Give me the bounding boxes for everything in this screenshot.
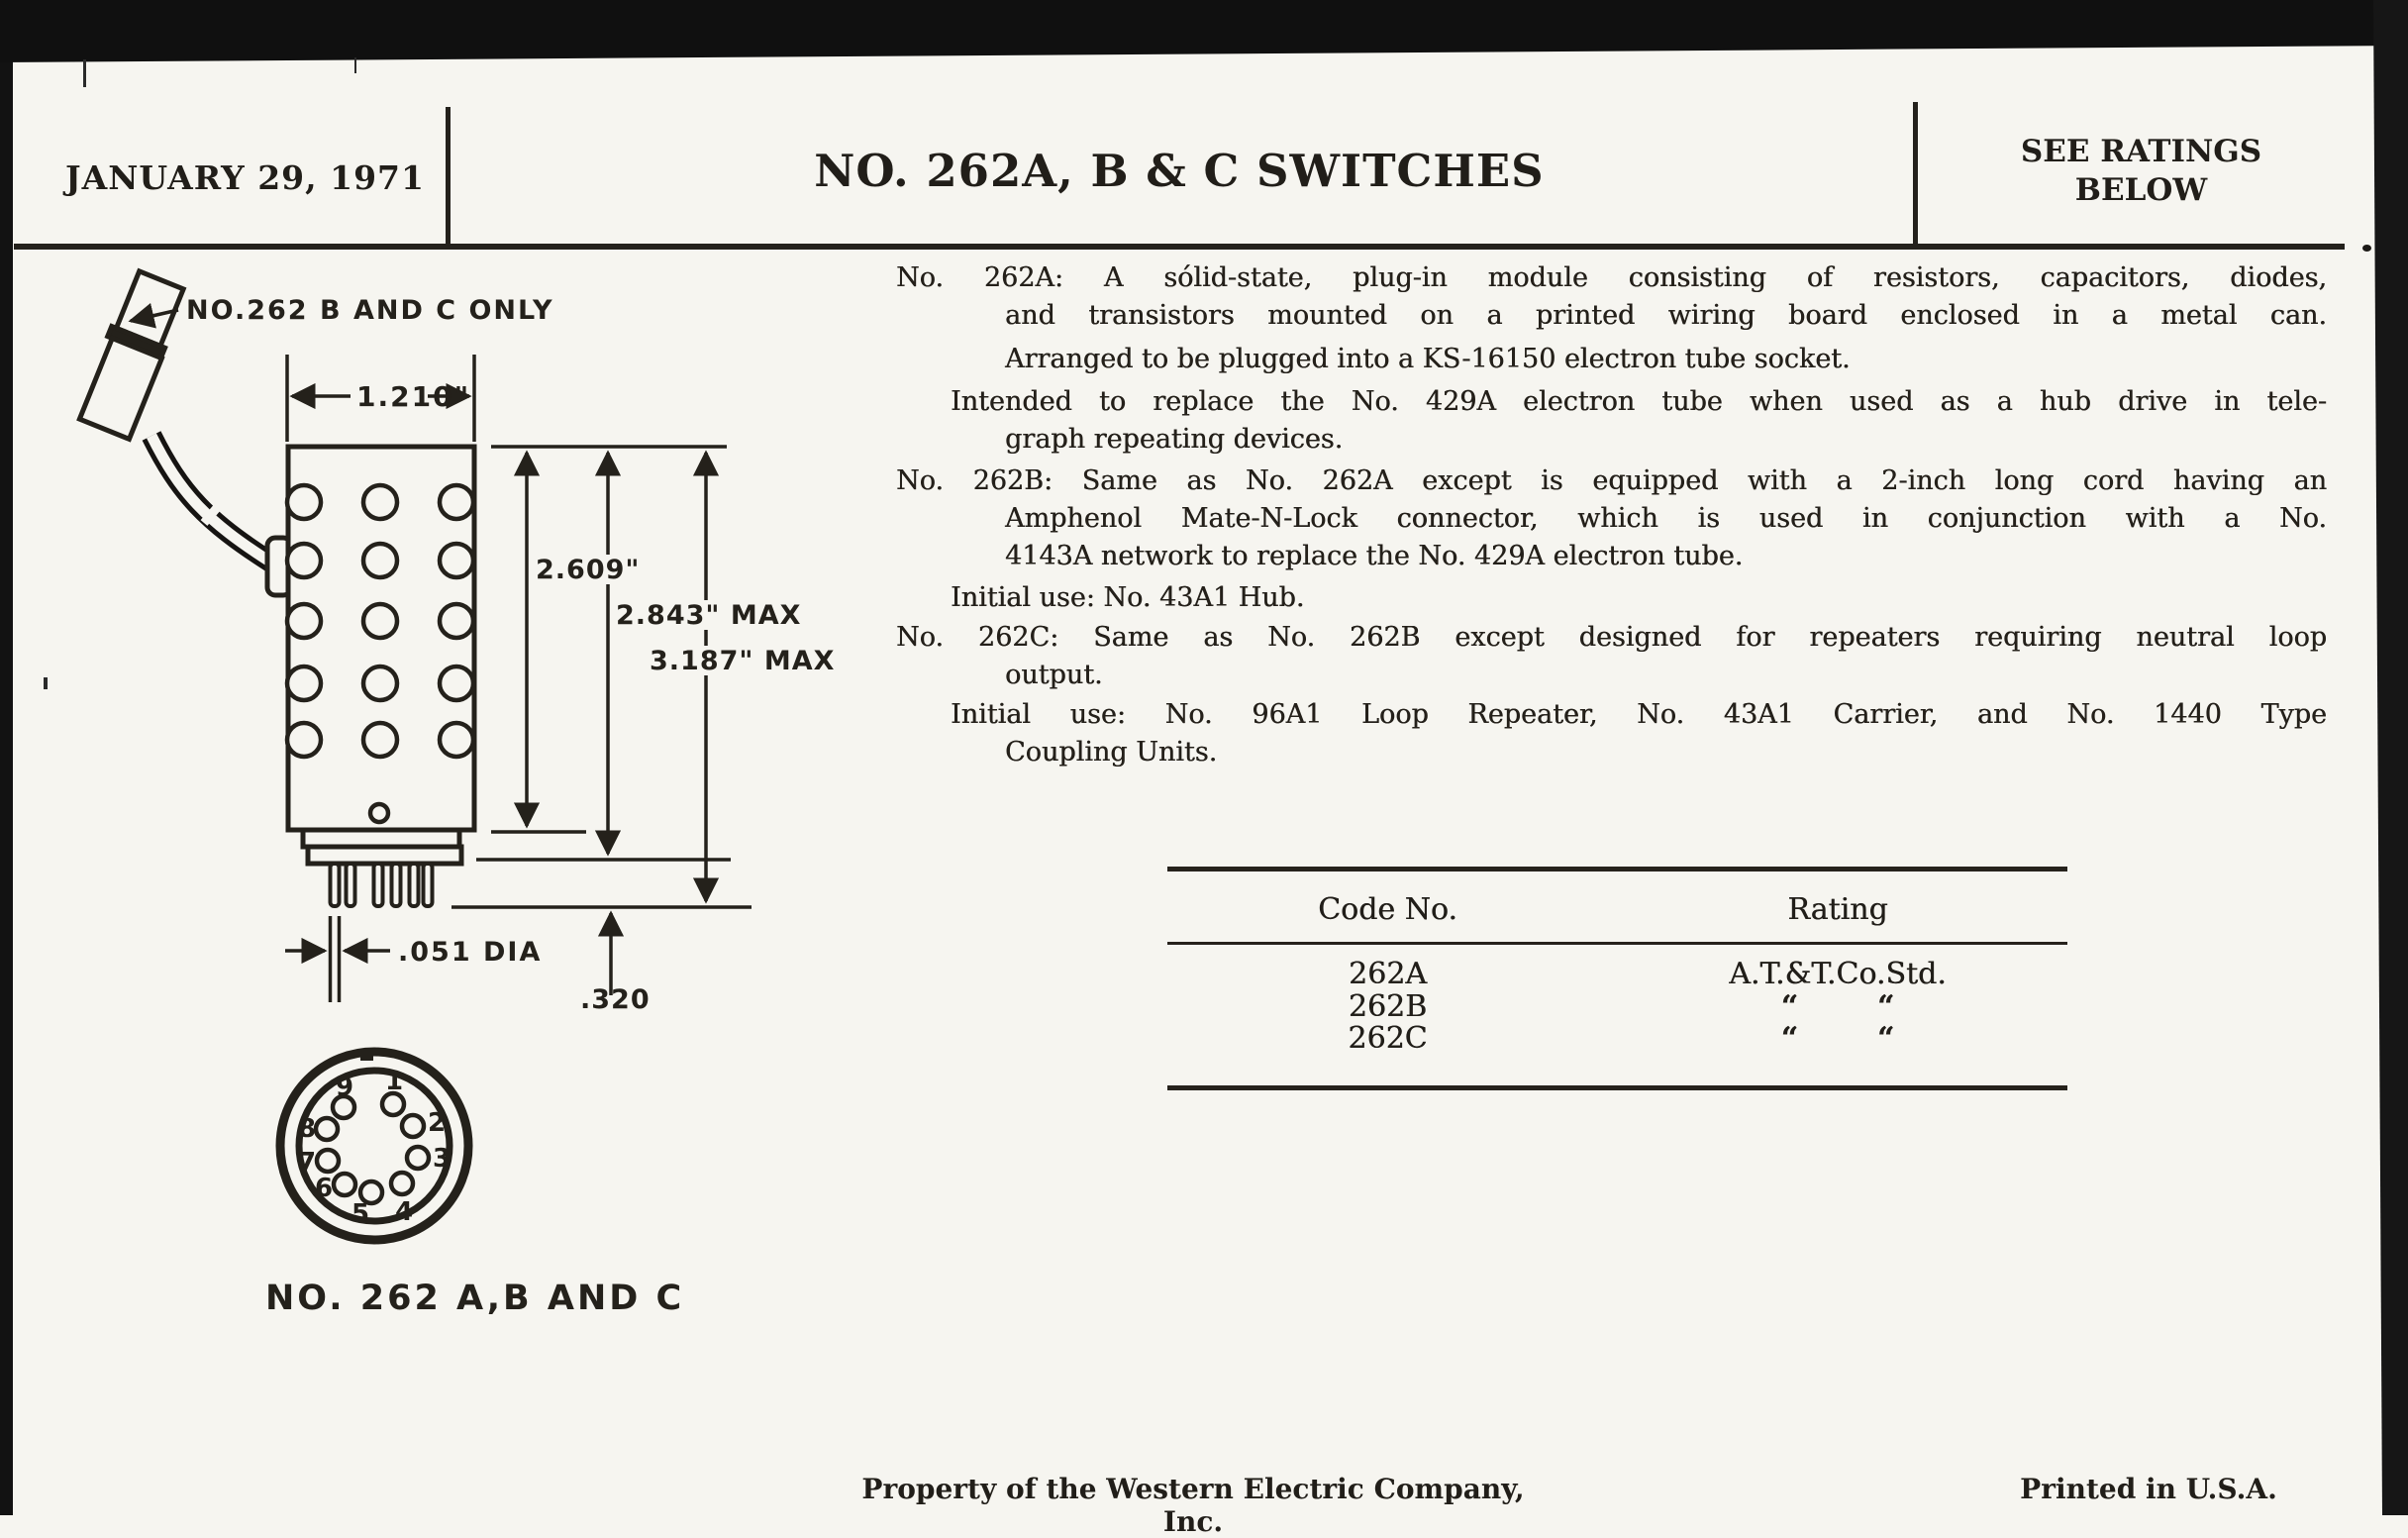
ditto-mark: “: [1780, 1021, 1798, 1056]
scan-artifact: [354, 57, 356, 73]
property-notice: Property of the Western Electric Company, Inc.: [861, 1473, 1525, 1538]
code-cell: 262A: [1349, 957, 1427, 991]
ratings-note-line1: SEE RATINGS: [2020, 134, 2262, 169]
rating-cell: [1608, 1022, 2067, 1055]
spec-line: Initial use: No. 43A1 Hub.: [951, 582, 1305, 613]
ratings-note: [1916, 133, 2366, 210]
scan-artifact: [44, 677, 48, 689]
pin-length-label: .320: [580, 984, 651, 1015]
spec-line: No. 262B: Same as No. 262A except is equipped with a 2-inch long cord having an: [896, 465, 2327, 496]
spec-line: graph repeating devices.: [1005, 424, 1344, 455]
spec-line: Amphenol Mate-N-Lock connector, which is used in conjunction with a No.: [1005, 503, 2327, 534]
pin-number: 5: [351, 1199, 370, 1229]
document-date: JANUARY 29, 1971: [65, 158, 425, 197]
spec-line: Intended to replace the No. 429A electron tube when used as a hub drive in tele-: [951, 386, 2327, 417]
scan-right-border: [2368, 0, 2408, 1515]
page-title: NO. 262A, B & C SWITCHES: [814, 145, 1545, 197]
table-top-border: [1167, 867, 2067, 872]
pin-number: 8: [297, 1114, 317, 1144]
module-pins: [331, 864, 433, 906]
pin-number: 9: [335, 1073, 354, 1102]
ditto-mark: “: [1877, 989, 1895, 1024]
pin-number: 4: [394, 1197, 414, 1227]
table-row: [1167, 1022, 2067, 1055]
height-dim-label-1: 2.609": [536, 555, 641, 585]
ditto-mark: “: [1780, 989, 1798, 1024]
pin-number: 3: [432, 1144, 452, 1174]
pin-diameter-dimension: [285, 916, 390, 1002]
rating-cell: [1608, 990, 2067, 1023]
pin-number: 1: [384, 1067, 404, 1096]
spec-line: Coupling Units.: [1005, 737, 1218, 768]
scan-top-border: [0, 0, 2408, 63]
module-outline-drawing: [287, 447, 474, 906]
dimension-diagram: [20, 257, 852, 1367]
table-bottom-border: [1167, 1085, 2067, 1090]
height-dim-label-3: 3.187" MAX: [650, 646, 836, 676]
column-header-code: Code No.: [1318, 892, 1457, 927]
rating-cell: A.T.&T.Co.Std.: [1729, 957, 1947, 991]
pin-number: 7: [297, 1148, 317, 1178]
spec-line: No. 262A: A sólid-state, plug-in module consisting of resistors, capacitors, diodes,: [896, 262, 2327, 293]
pin-number: 6: [314, 1174, 334, 1203]
diagram-caption: NO. 262 A,B AND C: [265, 1279, 685, 1318]
ditto-mark: “: [1877, 1021, 1895, 1056]
spec-line: No. 262C: Same as No. 262B except designed for repeaters requiring neutral loop: [896, 622, 2327, 653]
connector-note-label: NO.262 B AND C ONLY: [186, 295, 554, 326]
table-header-rule: [1167, 942, 2067, 945]
spec-line: output.: [1005, 660, 1103, 690]
spec-line: Initial use: No. 96A1 Loop Repeater, No. 43A1 Carrier, and No. 1440 Type: [951, 699, 2327, 730]
table-row: [1167, 990, 2067, 1023]
plug-body: [79, 339, 161, 440]
ratings-note-line2: BELOW: [2074, 172, 2208, 208]
pin-layout-circle: [280, 1050, 468, 1240]
spec-line: 4143A network to replace the No. 429A electron tube.: [1005, 541, 1744, 571]
code-cell: 262C: [1348, 1021, 1428, 1056]
scan-dot: [2362, 245, 2371, 252]
header-rule: [14, 244, 2345, 250]
pin-number: 2: [427, 1108, 447, 1138]
header-divider-right: [1913, 102, 1918, 244]
pin-diameter-label: .051 DIA: [398, 937, 543, 968]
spec-text-column: [896, 259, 2327, 771]
printed-notice: Printed in U.S.A.: [2020, 1473, 2277, 1505]
height-dim-label-2: 2.843" MAX: [616, 600, 802, 631]
height-dimensions: [452, 447, 752, 995]
table-header-row: [1167, 892, 2067, 927]
spec-line: Arranged to be plugged into a KS-16150 electron tube socket.: [1005, 344, 1851, 374]
ratings-table: [1167, 867, 2067, 1096]
header-divider-left: [446, 107, 451, 244]
scan-artifact: [83, 59, 86, 87]
width-dimension-label: 1.210": [356, 380, 471, 413]
spec-line: and transistors mounted on a printed wiring board enclosed in a metal can.: [1005, 300, 2327, 331]
column-header-rating: Rating: [1787, 892, 1888, 927]
code-cell: 262B: [1348, 989, 1428, 1024]
scan-left-border: [0, 0, 13, 1515]
table-row: [1167, 958, 2067, 990]
